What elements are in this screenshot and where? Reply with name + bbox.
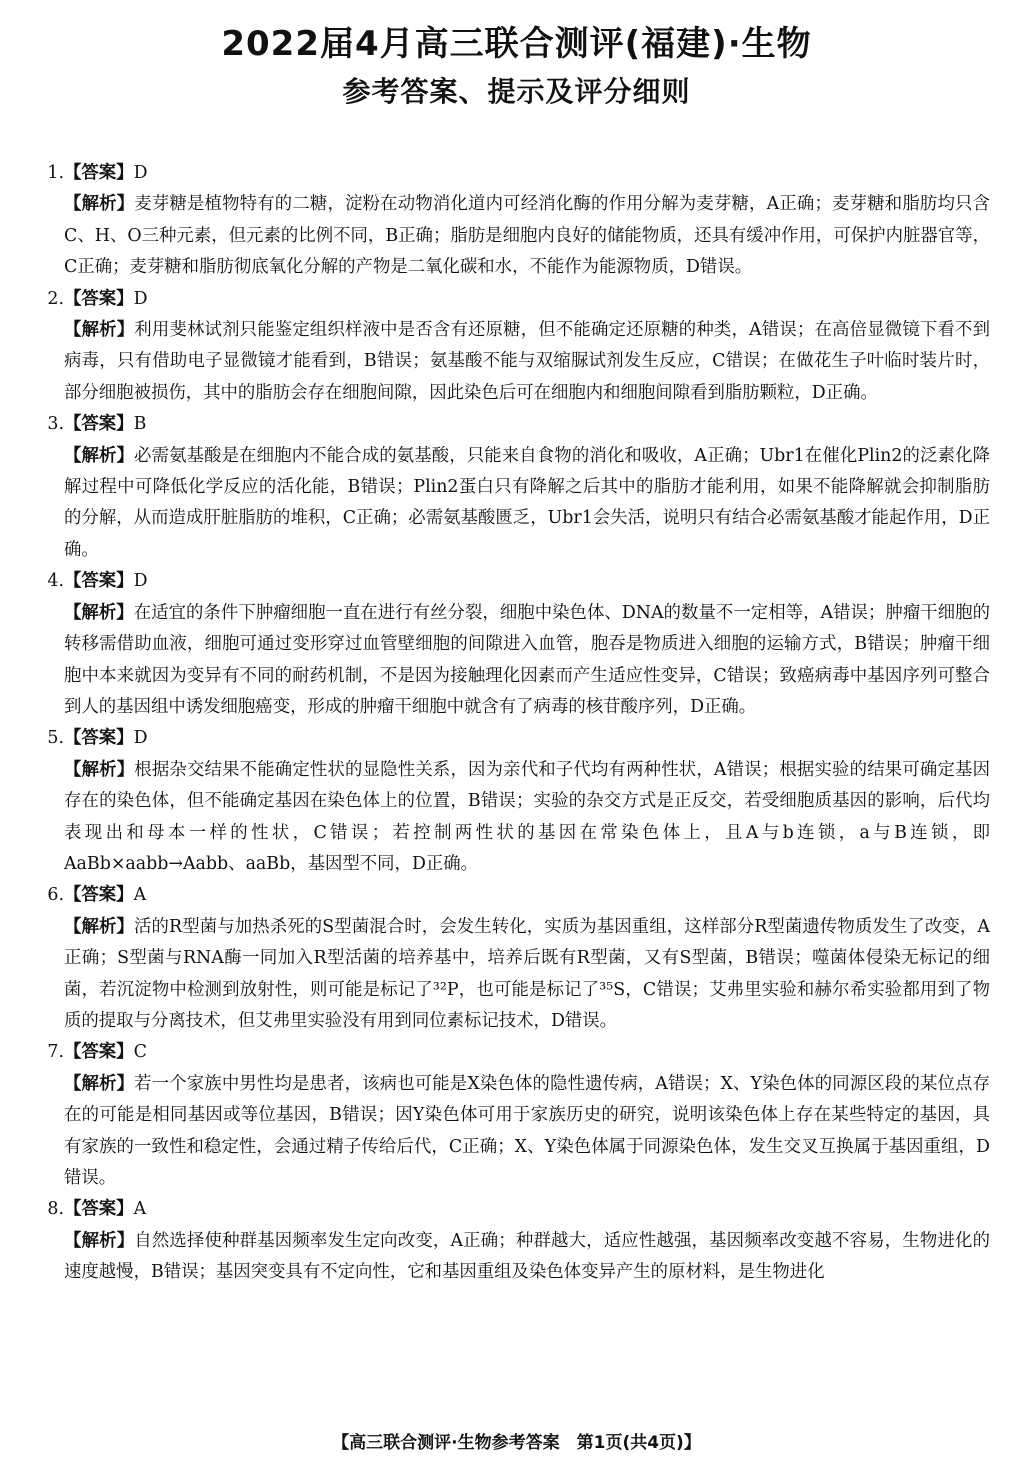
explanation-text: 必需氨基酸是在细胞内不能合成的氨基酸，只能来自食物的消化和吸收，A正确；Ubr1在催化Plin2的泛素化降解过程中可降低化学反应的活化能，B错误；Plin2蛋白只有降解之后其中的脂肪才能利用，如果不能降解就会抑制脂肪的分解，从而造成肝脏脂肪的堆积，C正确；必需氨基酸匮乏，Ubr1会失活，说明只有结合必需氨基酸才能起作用，D正确。 (64, 445, 990, 560)
answer-label: 【答案】 (64, 414, 134, 435)
answer-label: 【答案】 (64, 163, 134, 183)
question-item-2 (44, 284, 990, 410)
explanation-text: 活的R型菌与加热杀死的S型菌混合时，会发生转化，实质为基因重组，这样部分R型菌遗传物质发生了改变，A正确；S型菌与RNA酶一同加入R型活菌的培养基中，培养后既有R型菌，又有S型菌，B错误；噬菌体侵染无标记的细菌，若沉淀物中检测到放射性，则可能是标记了³²P，也可能是标记了³⁵S，C错误；艾弗里实验和赫尔希实验都用到了物质的提取与分离技术，但艾弗里实验没有用到同位素标记技术，D错误。 (64, 916, 990, 1031)
question-item-4 (44, 566, 990, 723)
analysis-label: 【解析】 (64, 194, 135, 215)
answer-line (44, 723, 990, 754)
question-number: 3. (47, 414, 64, 435)
question-item-5 (44, 723, 990, 880)
answer-label: 【答案】 (64, 1199, 134, 1220)
answer-line (44, 284, 990, 315)
explanation (44, 441, 990, 567)
answer-line (44, 409, 990, 440)
analysis-label: 【解析】 (64, 1230, 135, 1251)
question-number: 5. (47, 728, 64, 749)
question-number: 1. (47, 163, 64, 183)
explanation-text: 自然选择使种群基因频率发生定向改变，A正确；种群越大，适应性越强，基因频率改变越不容易，生物进化的速度越慢，B错误；基因突变具有不定向性，它和基因重组及染色体变异产生的原材料，是生物进化 (64, 1230, 990, 1283)
answer-value: B (133, 414, 147, 435)
explanation (44, 1226, 990, 1289)
question-item-7 (44, 1037, 990, 1194)
answer-line (44, 1194, 990, 1225)
explanation (44, 912, 990, 1038)
explanation-text: 根据杂交结果不能确定性状的显隐性关系，因为亲代和子代均有两种性状，A错误；根据实验的结果可确定基因存在的染色体，但不能确定基因在染色体上的位置，B错误；实验的杂交方式是正反交，若受细胞质基因的影响，后代均表现出和母本一样的性状，C错误；若控制两性状的基因在常染色体上，且A与b连锁，a与B连锁，即AaBb×aabb→Aabb、aaBb，基因型不同，D正确。 (64, 759, 990, 874)
question-number: 4. (47, 571, 64, 592)
answer-value: D (133, 728, 148, 749)
question-item-1 (44, 158, 990, 284)
page-title: 2022届4月高三联合测评(福建)·生物 (221, 24, 812, 64)
answer-value: D (133, 571, 148, 592)
answer-label: 【答案】 (64, 885, 134, 906)
answer-label: 【答案】 (64, 571, 134, 592)
answer-value: C (133, 1042, 147, 1063)
question-number: 8. (47, 1199, 64, 1220)
answer-value: A (133, 1199, 147, 1220)
answer-value: A (133, 885, 147, 906)
page-subtitle: 参考答案、提示及评分细则 (342, 75, 691, 108)
question-item-3 (44, 409, 990, 566)
analysis-label: 【解析】 (64, 916, 134, 937)
question-item-6 (44, 880, 990, 1037)
page-footer: 【高三联合测评·生物参考答案 第1页(共4页)】 (332, 1433, 701, 1453)
answer-line (44, 158, 990, 189)
question-number: 2. (47, 288, 64, 309)
answer-line (44, 1037, 990, 1068)
answer-value: D (133, 288, 148, 309)
answer-line (44, 566, 990, 597)
explanation (44, 189, 990, 283)
answer-label: 【答案】 (64, 728, 134, 749)
answer-line (44, 880, 990, 911)
explanation-text: 利用斐林试剂只能鉴定组织样液中是否含有还原糖，但不能确定还原糖的种类，A错误；在高倍显微镜下看不到病毒，只有借助电子显微镜才能看到，B错误；氨基酸不能与双缩脲试剂发生反应，C错误；在做花生子叶临时装片时，部分细胞被损伤，其中的脂肪会存在细胞间隙，因此染色后可在细胞内和细胞间隙看到脂肪颗粒，D正确。 (64, 320, 990, 403)
analysis-label: 【解析】 (64, 602, 134, 623)
explanation (44, 1069, 990, 1195)
explanation-text: 在适宜的条件下肿瘤细胞一直在进行有丝分裂，细胞中染色体、DNA的数量不一定相等，A错误；肿瘤干细胞的转移需借助血液，细胞可通过变形穿过血管壁细胞的间隙进入血管，胞吞是物质进入细胞的运输方式，B错误；肿瘤干细胞中本来就因为变异有不同的耐药机制，不是因为接触理化因素而产生适应性变异，C错误；致癌病毒中基因序列可整合到人的基因组中诱发细胞癌变，形成的肿瘤干细胞中就含有了病毒的核苷酸序列，D正确。 (64, 602, 990, 717)
answer-value: D (133, 163, 148, 183)
question-number: 6. (47, 885, 64, 906)
answer-label: 【答案】 (64, 1042, 134, 1063)
question-item-8 (44, 1194, 990, 1288)
analysis-label: 【解析】 (64, 320, 135, 341)
analysis-label: 【解析】 (64, 445, 135, 466)
explanation (44, 755, 990, 881)
analysis-label: 【解析】 (64, 759, 135, 780)
explanation-text: 若一个家族中男性均是患者，该病也可能是X染色体的隐性遗传病，A错误；X、Y染色体的同源区段的某位点存在的可能是相同基因或等位基因，B错误；因Y染色体可用于家族历史的研究，说明该染色体上存在某些特定的基因，具有家族的一致性和稳定性，会通过精子传给后代，C正确；X、Y染色体属于同源染色体，发生交叉互换属于基因重组，D错误。 (64, 1073, 990, 1188)
explanation (44, 315, 990, 409)
question-number: 7. (47, 1042, 64, 1063)
explanation (44, 598, 990, 724)
explanation-text: 麦芽糖是植物特有的二糖，淀粉在动物消化道内可经消化酶的作用分解为麦芽糖，A正确；麦芽糖和脂肪均只含C、H、O三种元素，但元素的比例不同，B正确；脂肪是细胞内良好的储能物质，还具有缓冲作用，可保护内脏器官等，C正确；麦芽糖和脂肪彻底氧化分解的产物是二氧化碳和水，不能作为能源物质，D错误。 (64, 194, 990, 278)
answer-label: 【答案】 (64, 288, 134, 309)
analysis-label: 【解析】 (64, 1073, 135, 1094)
answer-list (44, 158, 990, 1289)
